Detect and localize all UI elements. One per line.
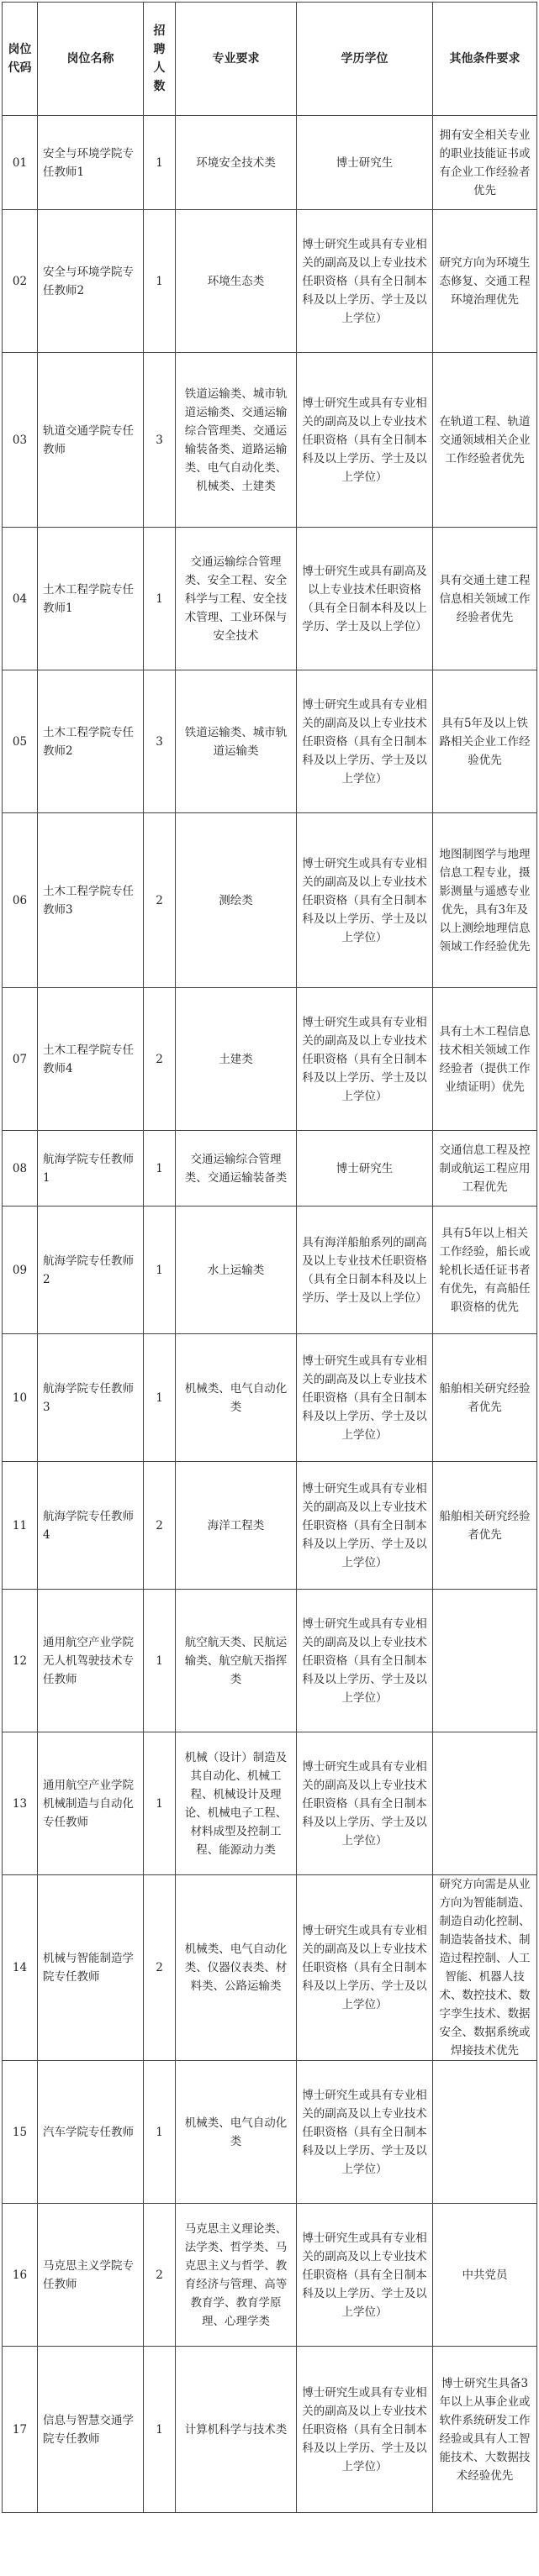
cell-position-name: 航海学院专任教师1 <box>38 1131 144 1207</box>
table-row <box>3 116 537 210</box>
cell-degree: 博士研究生或具有专业相关的副高及以上专业技术任职资格（具有全日制本科及以上学历、学士及以上学位） <box>297 2204 433 2347</box>
cell-degree: 博士研究生 <box>297 116 433 210</box>
cell-position-code: 07 <box>3 988 38 1131</box>
cell-other-requirements: 博士研究生具备3年以上从事企业或软件系统研发工作经验或具有人工智能技术、大数据技术经验优先 <box>433 2347 537 2513</box>
cell-major-requirement: 水上运输类 <box>176 1207 297 1334</box>
table-body <box>3 116 537 2513</box>
table-row <box>3 2347 537 2513</box>
cell-position-name: 土木工程学院专任教师1 <box>38 528 144 670</box>
header-position-name: 岗位名称 <box>38 3 144 116</box>
cell-hire-count: 1 <box>144 1590 176 1732</box>
cell-degree: 博士研究生或具有专业相关的副高及以上专业技术任职资格（具有全日制本科及以上学历、学士及以上学位） <box>297 1590 433 1732</box>
cell-major-requirement: 土建类 <box>176 988 297 1131</box>
cell-hire-count: 1 <box>144 1207 176 1334</box>
cell-position-name: 土木工程学院专任教师3 <box>38 813 144 988</box>
cell-major-requirement: 机械类、电气自动化类 <box>176 2061 297 2204</box>
cell-position-code: 16 <box>3 2204 38 2347</box>
cell-major-requirement: 环境生态类 <box>176 210 297 353</box>
cell-hire-count: 3 <box>144 670 176 813</box>
cell-position-code: 08 <box>3 1131 38 1207</box>
table-row <box>3 528 537 670</box>
cell-other-requirements: 中共党员 <box>433 2204 537 2347</box>
cell-position-name: 安全与环境学院专任教师2 <box>38 210 144 353</box>
cell-other-requirements: 船舶相关研究经验者优先 <box>433 1462 537 1590</box>
cell-hire-count: 2 <box>144 1875 176 2061</box>
cell-position-name: 航海学院专任教师4 <box>38 1462 144 1590</box>
cell-major-requirement: 测绘类 <box>176 813 297 988</box>
cell-other-requirements: 拥有安全相关专业的职业技能证书或有企业工作经验者优先 <box>433 116 537 210</box>
cell-degree: 博士研究生 <box>297 1131 433 1207</box>
cell-other-requirements: 交通信息工程及控制或航运工程应用工程优先 <box>433 1131 537 1207</box>
cell-position-name: 机械与智能制造学院专任教师 <box>38 1875 144 2061</box>
cell-other-requirements: 在轨道工程、轨道交通领域相关企业工作经验者优先 <box>433 353 537 528</box>
cell-position-name: 土木工程学院专任教师2 <box>38 670 144 813</box>
cell-hire-count: 1 <box>144 2061 176 2204</box>
cell-position-code: 11 <box>3 1462 38 1590</box>
cell-other-requirements: 地图制图学与地理信息工程专业，摄影测量与遥感专业优先，具有3年及以上测绘地理信息领域工作经验优先 <box>433 813 537 988</box>
header-position-code: 岗位代码 <box>3 3 38 116</box>
cell-position-name: 通用航空产业学院机械制造与自动化专任教师 <box>38 1732 144 1875</box>
table-row <box>3 2204 537 2347</box>
cell-major-requirement: 机械类、电气自动化类 <box>176 1334 297 1462</box>
cell-degree: 博士研究生或具有专业相关的副高及以上专业技术任职资格（具有全日制本科及以上学历、学士及以上学位） <box>297 1875 433 2061</box>
cell-position-code: 01 <box>3 116 38 210</box>
cell-major-requirement: 铁道运输类、城市轨道运输类、交通运输综合管理类、交通运输装备类、道路运输类、电气自动化类、机械类、土建类 <box>176 353 297 528</box>
recruitment-table <box>2 2 537 2513</box>
header-other-requirements: 其他条件要求 <box>433 3 537 116</box>
cell-major-requirement: 机械（设计）制造及其自动化、机械工程、机械设计及理论、机械电子工程、材料成型及控制工程、能源动力类 <box>176 1732 297 1875</box>
cell-hire-count: 1 <box>144 210 176 353</box>
cell-position-name: 航海学院专任教师3 <box>38 1334 144 1462</box>
cell-position-name: 汽车学院专任教师 <box>38 2061 144 2204</box>
cell-other-requirements: 具有5年及以上铁路相关企业工作经验优先 <box>433 670 537 813</box>
cell-hire-count: 1 <box>144 528 176 670</box>
cell-hire-count: 2 <box>144 2204 176 2347</box>
cell-major-requirement: 环境安全技术类 <box>176 116 297 210</box>
table-row <box>3 1131 537 1207</box>
cell-hire-count: 1 <box>144 1131 176 1207</box>
cell-degree: 博士研究生或具有专业相关的副高及以上专业技术任职资格（具有全日制本科及以上学历、学士及以上学位） <box>297 2061 433 2204</box>
cell-other-requirements <box>433 1590 537 1732</box>
cell-major-requirement: 计算机科学与技术类 <box>176 2347 297 2513</box>
cell-position-name: 信息与智慧交通学院专任教师 <box>38 2347 144 2513</box>
cell-position-code: 05 <box>3 670 38 813</box>
cell-hire-count: 2 <box>144 988 176 1131</box>
cell-degree: 博士研究生或具有专业相关的副高及以上专业技术任职资格（具有全日制本科及以上学历、学士及以上学位） <box>297 1732 433 1875</box>
cell-position-code: 06 <box>3 813 38 988</box>
table-row <box>3 1875 537 2061</box>
cell-degree: 具有海洋船舶系列的副高及以上专业技术任职资格（具有全日制本科及以上学历、学士及以上学位） <box>297 1207 433 1334</box>
cell-hire-count: 1 <box>144 1732 176 1875</box>
cell-position-code: 14 <box>3 1875 38 2061</box>
table-row <box>3 1590 537 1732</box>
cell-position-code: 12 <box>3 1590 38 1732</box>
table-row <box>3 1462 537 1590</box>
cell-other-requirements <box>433 1732 537 1875</box>
cell-degree: 博士研究生或具有专业相关的副高及以上专业技术任职资格（具有全日制本科及以上学历、学士及以上学位） <box>297 210 433 353</box>
cell-degree: 博士研究生或具有专业相关的副高及以上专业技术任职资格（具有全日制本科及以上学历、学士及以上学位） <box>297 1462 433 1590</box>
cell-position-code: 09 <box>3 1207 38 1334</box>
cell-position-code: 17 <box>3 2347 38 2513</box>
cell-position-name: 土木工程学院专任教师4 <box>38 988 144 1131</box>
cell-major-requirement: 海洋工程类 <box>176 1462 297 1590</box>
cell-major-requirement: 航空航天类、民航运输类、航空航天指挥类 <box>176 1590 297 1732</box>
header-degree: 学历学位 <box>297 3 433 116</box>
cell-degree: 博士研究生或具有专业相关的副高及以上专业技术任职资格（具有全日制本科及以上学历、学士及以上学位） <box>297 353 433 528</box>
cell-major-requirement: 机械类、电气自动化类、仪器仪表类、材料类、公路运输类 <box>176 1875 297 2061</box>
cell-position-code: 13 <box>3 1732 38 1875</box>
cell-degree: 博士研究生或具有专业相关的副高及以上专业技术任职资格（具有全日制本科及以上学历、学士及以上学位） <box>297 2347 433 2513</box>
cell-degree: 博士研究生或具有专业相关的副高及以上专业技术任职资格（具有全日制本科及以上学历、学士及以上学位） <box>297 813 433 988</box>
cell-major-requirement: 交通运输综合管理类、交通运输装备类 <box>176 1131 297 1207</box>
cell-position-name: 轨道交通学院专任教师 <box>38 353 144 528</box>
table-row <box>3 353 537 528</box>
cell-other-requirements: 研究方向为环境生态修复、交通工程环境治理优先 <box>433 210 537 353</box>
cell-other-requirements: 具有土木工程信息技术相关领域工作经验者（提供工作业绩证明）优先 <box>433 988 537 1131</box>
cell-hire-count: 1 <box>144 2347 176 2513</box>
cell-degree: 博士研究生或具有专业相关的副高及以上专业技术任职资格（具有全日制本科及以上学历、学士及以上学位） <box>297 670 433 813</box>
cell-other-requirements: 具有交通土建工程信息相关领域工作经验者优先 <box>433 528 537 670</box>
table-row <box>3 670 537 813</box>
cell-hire-count: 1 <box>144 1334 176 1462</box>
table-row <box>3 210 537 353</box>
table-row <box>3 988 537 1131</box>
cell-position-code: 15 <box>3 2061 38 2204</box>
cell-position-name: 通用航空产业学院无人机驾驶技术专任教师 <box>38 1590 144 1732</box>
cell-other-requirements: 研究方向需是从业方向为智能制造、制造自动化控制、制造装备技术、制造过程控制、人工智能、机器人技术、数控技术、数字孪生技术、数据安全、数据系统或焊接技术优先 <box>433 1875 537 2061</box>
cell-major-requirement: 马克思主义理论类、法学类、哲学类、马克思主义与哲学、教育经济与管理、高等教育学、教育学原理、心理学类 <box>176 2204 297 2347</box>
table-row <box>3 813 537 988</box>
cell-other-requirements: 船舶相关研究经验者优先 <box>433 1334 537 1462</box>
cell-hire-count: 2 <box>144 813 176 988</box>
cell-degree: 博士研究生或具有副高及以上专业技术任职资格（具有全日制本科及以上学历、学士及以上学位） <box>297 528 433 670</box>
cell-major-requirement: 铁道运输类、城市轨道运输类 <box>176 670 297 813</box>
cell-hire-count: 3 <box>144 353 176 528</box>
table-row <box>3 1334 537 1462</box>
cell-major-requirement: 交通运输综合管理类、安全工程、安全科学与工程、安全技术管理、工业环保与安全技术 <box>176 528 297 670</box>
cell-position-code: 03 <box>3 353 38 528</box>
cell-other-requirements: 具有5年以上相关工作经验，船长或轮机长适任证书者有优先，有高船任职资格的优先 <box>433 1207 537 1334</box>
table-row <box>3 1732 537 1875</box>
cell-position-code: 04 <box>3 528 38 670</box>
cell-hire-count: 2 <box>144 1462 176 1590</box>
cell-position-name: 安全与环境学院专任教师1 <box>38 116 144 210</box>
header-major-requirement: 专业要求 <box>176 3 297 116</box>
cell-position-name: 航海学院专任教师2 <box>38 1207 144 1334</box>
cell-other-requirements <box>433 2061 537 2204</box>
header-hire-count: 招聘人数 <box>144 3 176 116</box>
table-row <box>3 1207 537 1334</box>
cell-degree: 博士研究生或具有专业相关的副高及以上专业技术任职资格（具有全日制本科及以上学历、学士及以上学位） <box>297 1334 433 1462</box>
table-row <box>3 2061 537 2204</box>
cell-position-name: 马克思主义学院专任教师 <box>38 2204 144 2347</box>
cell-degree: 博士研究生或具有专业相关的副高及以上专业技术任职资格（具有全日制本科及以上学历、学士及以上学位） <box>297 988 433 1131</box>
table-header-row <box>3 3 537 116</box>
cell-position-code: 02 <box>3 210 38 353</box>
cell-hire-count: 1 <box>144 116 176 210</box>
cell-position-code: 10 <box>3 1334 38 1462</box>
